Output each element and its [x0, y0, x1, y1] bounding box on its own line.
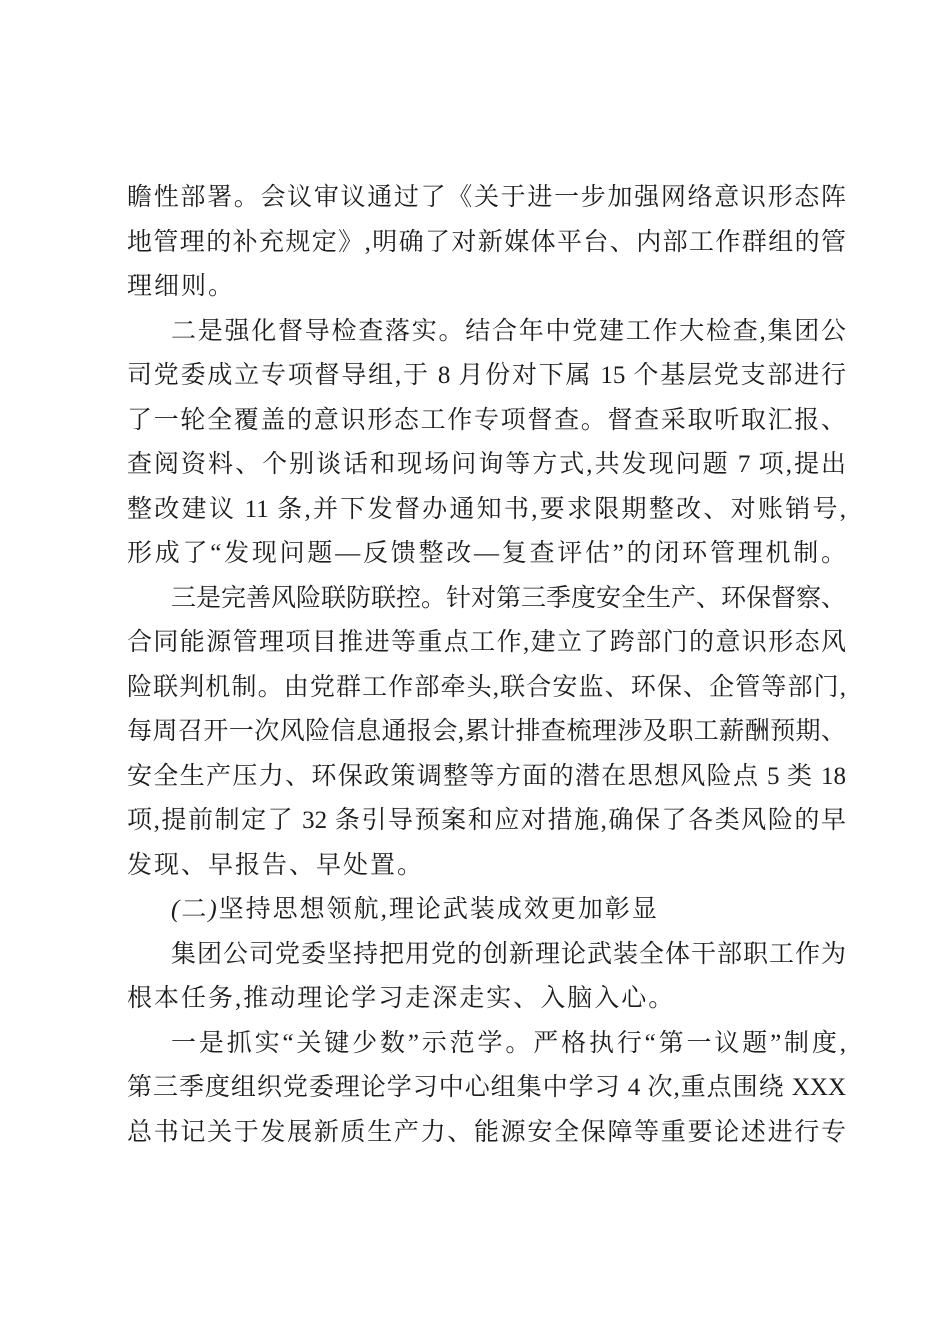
- text-line: 险联判机制。由党群工作部牵头,联合安监、环保、企管等部门,: [127, 673, 846, 701]
- text-line: 瞻性部署。会议审议通过了《关于进一步加强网络意识形态阵: [127, 184, 846, 211]
- text-line: 形成了“发现问题—反馈整改—复查评估”的闭环管理机制。: [127, 540, 846, 567]
- text-line: 了一轮全覆盖的意识形态工作专项督查。督查采取听取汇报、: [127, 406, 846, 434]
- text-line: 司党委成立专项督导组,于 8 月份对下属 15 个基层党支部进行: [127, 362, 846, 389]
- text-line: 发现、早报告、早处置。: [127, 851, 425, 879]
- document-body: [127, 176, 846, 1155]
- text-line: 整改建议 11 条,并下发督办通知书,要求限期整改、对账销号,: [127, 495, 846, 523]
- text-line: 合同能源管理项目推进等重点工作,建立了跨部门的意识形态风: [127, 629, 846, 656]
- text-line: 一是抓实“关键少数”示范学。严格执行“第一议题”制度,: [171, 1029, 846, 1057]
- text-line: 三是完善风险联防联控。针对第三季度安全生产、环保督察、: [171, 584, 847, 612]
- text-line: 集团公司党委坚持把用党的创新理论武装全体干部职工作为: [171, 940, 846, 968]
- text-line: 每周召开一次风险信息通报会,累计排查梳理涉及职工薪酬预期、: [127, 718, 846, 745]
- text-line: 项,提前制定了 32 条引导预案和应对措施,确保了各类风险的早: [127, 807, 846, 834]
- text-line: 安全生产压力、环保政策调整等方面的潜在思想风险点 5 类 18: [127, 762, 846, 790]
- text-line: 查阅资料、个别谈话和现场问询等方式,共发现问题 7 项,提出: [127, 451, 846, 478]
- text-line: 总书记关于发展新质生产力、能源安全保障等重要论述进行专: [127, 1118, 846, 1146]
- text-line: 地管理的补充规定》,明确了对新媒体平台、内部工作群组的管: [127, 228, 846, 256]
- text-line: 二是强化督导检查落实。结合年中党建工作大检查,集团公: [171, 317, 846, 345]
- text-line: 理细则。: [127, 273, 236, 300]
- text-line: 第三季度组织党委理论学习中心组集中学习 4 次,重点围绕 XXX: [127, 1074, 846, 1101]
- section-heading: (二)坚持思想领航,理论武装成效更加彰显: [171, 896, 659, 923]
- text-line: 根本任务,推动理论学习走深走实、入脑入心。: [127, 985, 676, 1012]
